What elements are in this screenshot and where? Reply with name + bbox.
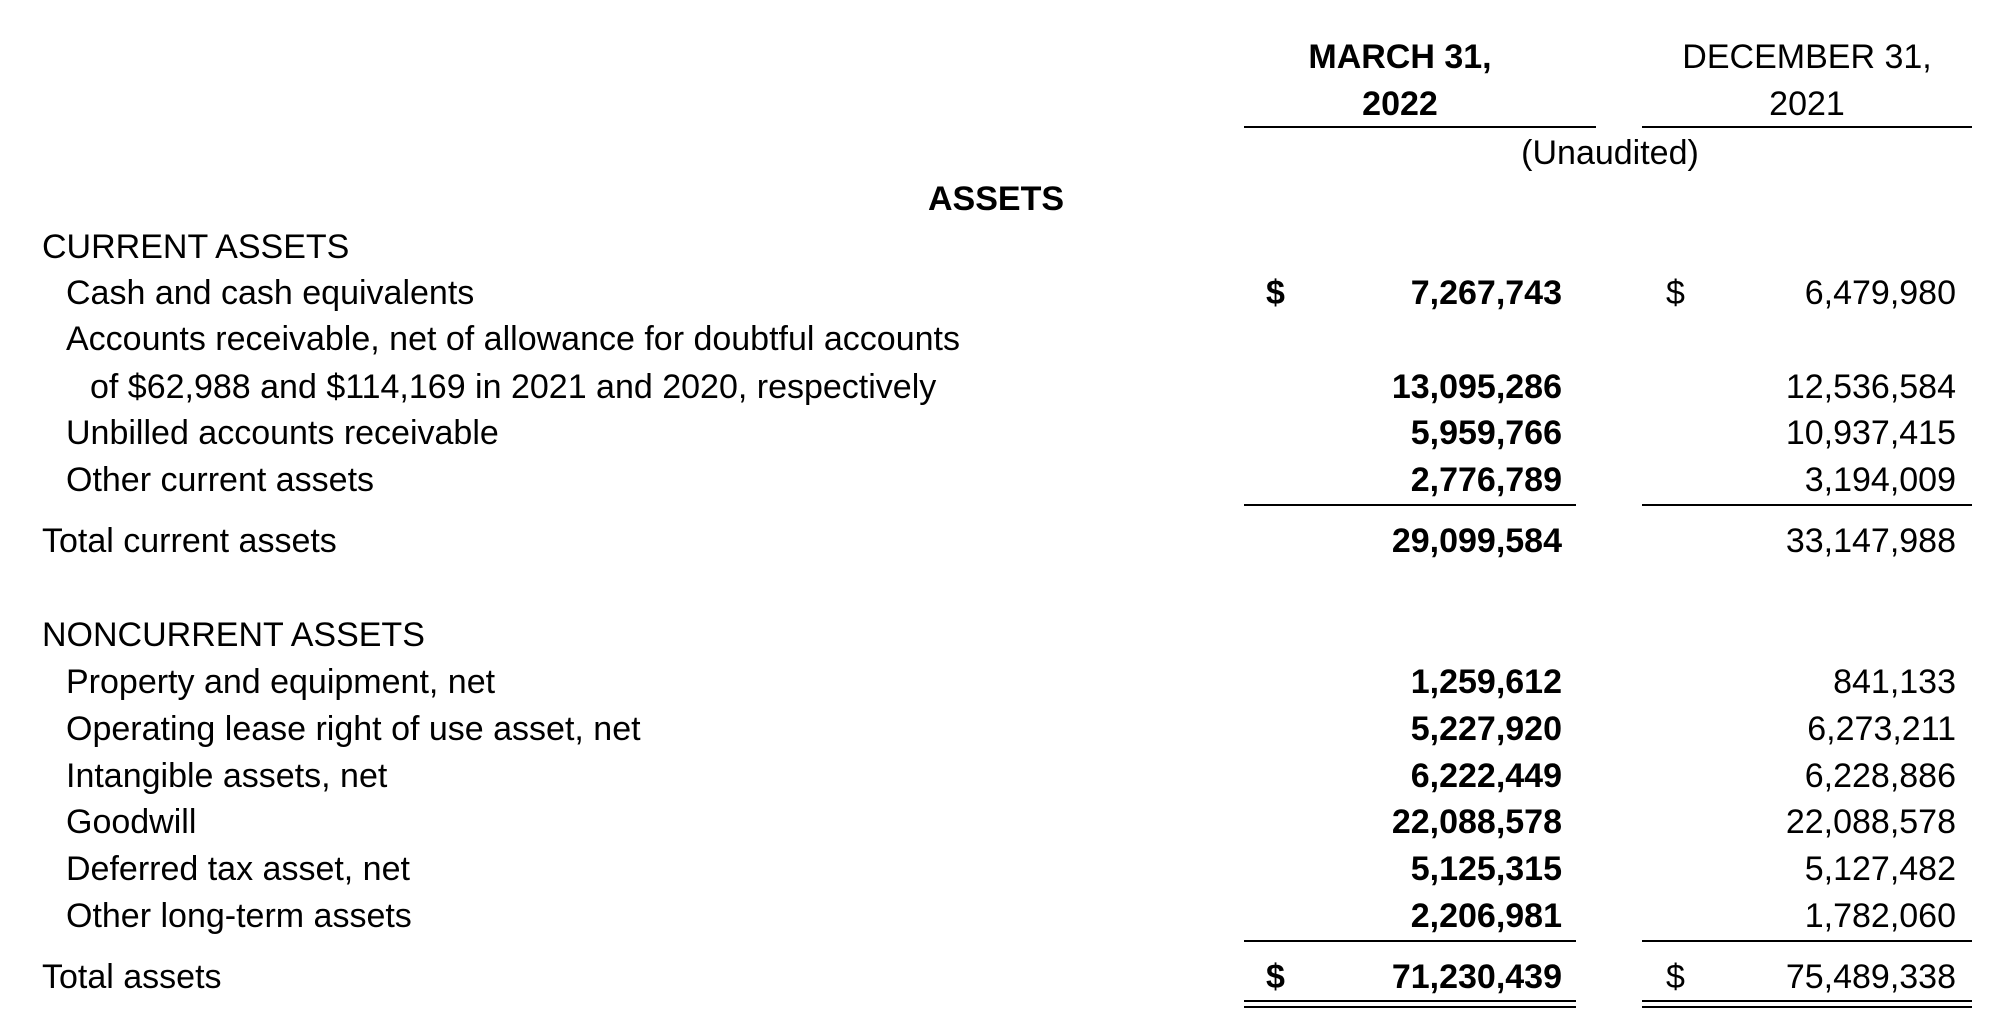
row-label-accounts-receivable-line2: of $62,988 and $114,169 in 2021 and 2020, respectively xyxy=(90,368,937,406)
value-accounts-receivable-2021: 12,536,584 xyxy=(1785,368,1956,406)
subtotal-rule-2022 xyxy=(1244,504,1576,506)
value-intangible-assets-2022: 6,222,449 xyxy=(1410,757,1562,795)
value-operating-lease-2021: 6,273,211 xyxy=(1807,710,1956,748)
value-other-current-assets-2022: 2,776,789 xyxy=(1410,461,1562,499)
value-property-equipment-2021: 841,133 xyxy=(1833,663,1956,701)
currency-symbol-total-2021: $ xyxy=(1666,958,1685,996)
value-accounts-receivable-2022: 13,095,286 xyxy=(1391,368,1562,406)
row-label-cash: Cash and cash equivalents xyxy=(66,274,475,312)
currency-symbol-total-2022: $ xyxy=(1266,958,1285,996)
col-header-december-line1: DECEMBER 31, xyxy=(1682,38,1932,76)
total-rule-2021 xyxy=(1642,940,1972,942)
heading-noncurrent-assets: NONCURRENT ASSETS xyxy=(42,616,425,654)
double-rule-top-2021 xyxy=(1642,1000,1972,1002)
row-label-deferred-tax-asset: Deferred tax asset, net xyxy=(66,850,410,888)
row-label-accounts-receivable-line1: Accounts receivable, net of allowance for doubtful accounts xyxy=(66,320,960,358)
col-header-december-line2: 2021 xyxy=(1769,85,1845,123)
subtotal-rule-2021 xyxy=(1642,504,1972,506)
value-goodwill-2021: 22,088,578 xyxy=(1785,803,1956,841)
heading-current-assets: CURRENT ASSETS xyxy=(42,228,350,266)
value-goodwill-2022: 22,088,578 xyxy=(1391,803,1562,841)
value-cash-2022: 7,267,743 xyxy=(1410,274,1562,312)
value-intangible-assets-2021: 6,228,886 xyxy=(1804,757,1956,795)
value-cash-2021: 6,479,980 xyxy=(1804,274,1956,312)
value-deferred-tax-asset-2021: 5,127,482 xyxy=(1804,850,1956,888)
row-label-operating-lease: Operating lease right of use asset, net xyxy=(66,710,641,748)
row-label-other-current-assets: Other current assets xyxy=(66,461,375,499)
unaudited-label: (Unaudited) xyxy=(1521,134,1699,172)
section-title-assets: ASSETS xyxy=(928,180,1065,218)
row-label-other-long-term-assets: Other long-term assets xyxy=(66,897,412,935)
double-rule-bottom-2021 xyxy=(1642,1006,1972,1008)
row-label-unbilled-receivable: Unbilled accounts receivable xyxy=(66,414,499,452)
row-label-total-assets: Total assets xyxy=(42,958,222,996)
value-property-equipment-2022: 1,259,612 xyxy=(1410,663,1562,701)
col-header-december-underline xyxy=(1642,126,1972,128)
col-header-march-line1: MARCH 31, xyxy=(1308,38,1492,76)
value-total-assets-2021: 75,489,338 xyxy=(1785,958,1956,996)
value-operating-lease-2022: 5,227,920 xyxy=(1410,710,1562,748)
double-rule-bottom-2022 xyxy=(1244,1006,1576,1008)
total-rule-2022 xyxy=(1244,940,1576,942)
col-header-march-line2: 2022 xyxy=(1362,85,1438,123)
double-rule-top-2022 xyxy=(1244,1000,1576,1002)
currency-symbol-2021: $ xyxy=(1666,274,1685,312)
value-total-current-assets-2022: 29,099,584 xyxy=(1391,522,1562,560)
col-header-march-underline xyxy=(1244,126,1596,128)
value-other-long-term-assets-2021: 1,782,060 xyxy=(1804,897,1956,935)
row-label-goodwill: Goodwill xyxy=(66,803,197,841)
currency-symbol-2022: $ xyxy=(1266,274,1285,312)
value-other-long-term-assets-2022: 2,206,981 xyxy=(1410,897,1562,935)
value-unbilled-receivable-2021: 10,937,415 xyxy=(1785,414,1956,452)
value-total-assets-2022: 71,230,439 xyxy=(1391,958,1562,996)
value-unbilled-receivable-2022: 5,959,766 xyxy=(1410,414,1562,452)
value-deferred-tax-asset-2022: 5,125,315 xyxy=(1410,850,1562,888)
row-label-intangible-assets: Intangible assets, net xyxy=(66,757,388,795)
value-other-current-assets-2021: 3,194,009 xyxy=(1804,461,1956,499)
row-label-total-current-assets: Total current assets xyxy=(42,522,337,560)
row-label-property-equipment: Property and equipment, net xyxy=(66,663,496,701)
value-total-current-assets-2021: 33,147,988 xyxy=(1785,522,1956,560)
